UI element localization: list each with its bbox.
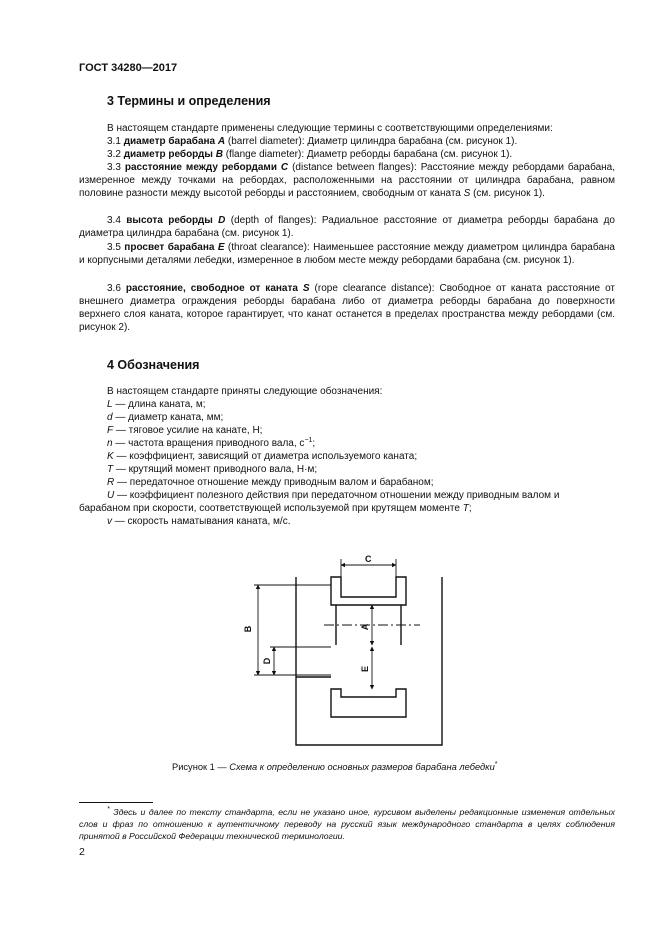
section-3-intro: В настоящем стандарте применены следующие термины с соответствующими определениями:: [107, 123, 553, 134]
term-3-6: 3.6 расстояние, свободное от каната S (rope clearance distance): Свободное от каната расстояние от внешнего диаметра ограждения реборды барабана либо от диаметра реборды барабана до поверхности верхнего слоя каната, которое гарантирует, что канат останется в пределах пространства между ребордами (см. рисунок 2).: [79, 283, 615, 334]
term-3-3: 3.3 расстояние между ребордами C (distance between flanges): Расстояние между ребордами барабана, измеренное между точками на ребордах, расположенными на расстоянии от цилиндра барабана, равном половине разности между высотой реборды и расстоянием, свободным от каната S (см. рисунок 1).: [79, 162, 615, 200]
symbol-n: n — частота вращения приводного вала, $с^{-1}$;: [107, 437, 316, 449]
section-4-title: 4 Обозначения: [107, 358, 200, 372]
symbol-F: F — тяговое усилие на канате, Н;: [107, 425, 263, 436]
symbol-U-continued: барабаном при скорости, соответствующей используемой при крутящем моменте T;: [79, 503, 472, 514]
symbol-T: T — крутящий момент приводного вала, Н·м;: [107, 464, 318, 475]
label-C: C: [365, 554, 372, 564]
drum-top-flange: [331, 577, 406, 605]
footnote: * Здесь и далее по тексту стандарта, если не указано иное, курсивом выделены редакционные изменения отдельных слов и фраз по отношению к аутентичному переводу на русский язык международного стандарта в целях соблюдения принятой в Российской Федерации технической терминологии.: [79, 806, 615, 841]
figure-drum-diagram: [230, 545, 470, 755]
section-4-intro: В настоящем стандарте приняты следующие обозначения:: [107, 386, 383, 397]
section-3-title: 3 Термины и определения: [107, 94, 271, 108]
drum-bottom-flange: [331, 689, 406, 717]
term-3-4: 3.4 высота реборды D (depth of flanges): Радиальное расстояние от диаметра реборды барабана до диаметра цилиндра барабана (см. рисунок 1).: [79, 215, 615, 240]
page-number: 2: [79, 846, 85, 858]
symbol-v: v — скорость наматывания каната, м/с.: [107, 516, 291, 527]
frame-outer: [296, 577, 442, 745]
symbol-d: d — диаметр каната, мм;: [107, 412, 224, 423]
label-A: A: [360, 623, 370, 631]
symbol-R: R — передаточное отношение между приводным валом и барабаном;: [107, 477, 434, 488]
symbol-U: U — коэффициент полезного действия при передаточном отношении между приводным валом и: [107, 490, 560, 501]
term-3-5: 3.5 просвет барабана E (throat clearance): Наименьшее расстояние между диаметром цилиндра барабана и корпусными деталями лебедки, измеренное в любом месте между ребордами барабана (см. рисунок 1).: [79, 242, 615, 267]
standard-header: ГОСТ 34280—2017: [79, 62, 178, 74]
label-E: E: [360, 665, 370, 673]
label-D: D: [262, 657, 272, 665]
figure-caption: Рисунок 1 — Схема к определению основных размеров барабана лебедки*: [172, 761, 498, 772]
symbol-K: K — коэффициент, зависящий от диаметра используемого каната;: [107, 451, 418, 462]
term-3-1: 3.1 диаметр барабана A (barrel diameter): Диаметр цилиндра барабана (см. рисунок 1).: [107, 136, 518, 147]
label-B: B: [243, 625, 253, 633]
symbol-L: L — длина каната, м;: [107, 399, 206, 410]
footnote-rule: [79, 802, 153, 803]
term-3-2: 3.2 диаметр реборды B (flange diameter): Диаметр реборды барабана (см. рисунок 1).: [107, 149, 513, 160]
